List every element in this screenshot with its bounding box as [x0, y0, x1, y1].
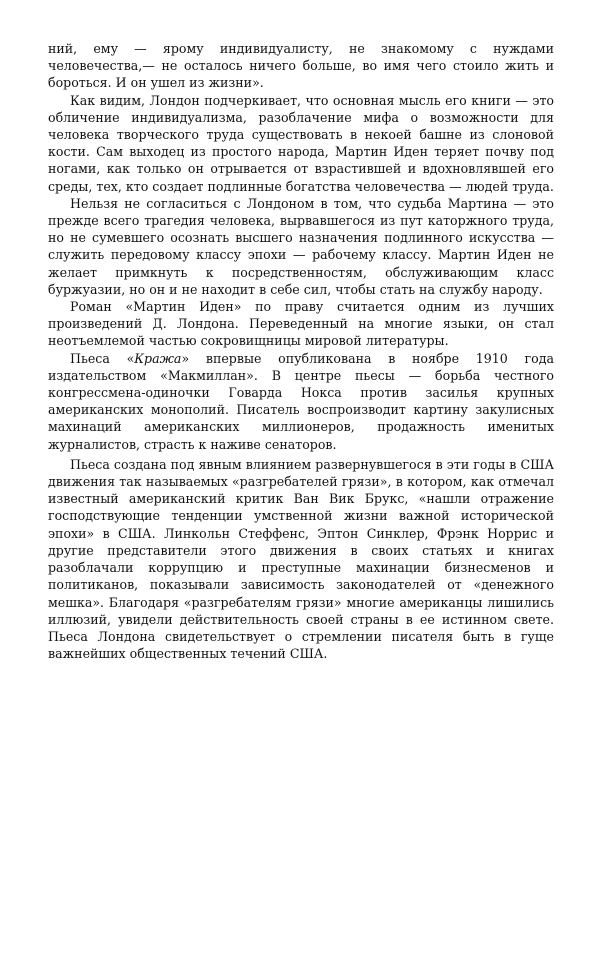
- paragraph-1: ний, ему — ярому индивидуалисту, не знакомому с нуждами человечества,— не осталось ничего больше, во имя чего стоило жить и бороться. И он ушел из жизни».: [48, 41, 554, 91]
- paragraph-6: Пьеса создана под явным влиянием развернувшегося в эти годы в США движения так называемых «разгребателей грязи», в котором, как отмечал известный американский критик Ван Вик Брукс, «нашли отражение господствующие тенденции умственной жизни важной исторической эпохи» в США. Линкольн Стеффенс, Эптон Синклер, Фрэнк Норрис и другие представители этого движения в своих статьях и книгах разоблачали коррупцию и преступные махинации бизнесменов и политиканов, показывали зависимость законодателей от «денежного мешка». Благодаря «разгребателям грязи» многие американцы лишились иллюзий, увидели действительность своей страны в ее истинном свете. Пьеса Лондона свидетельствует о стремлении писателя быть в гуще важнейших общественных течений США.: [48, 456, 554, 662]
- paragraph-3: Нельзя не согласиться с Лондоном в том, что судьба Мартина — это прежде всего трагедия человека, вырвавшегося из пут каторжного труда, но не сумевшего осознать высшего назначения подлинного искусства — служить передовому классу эпохи — рабочему классу. Мартин Иден не желает примкнуть к посредственностям, обслуживающим класс буржуазии, но он и не находит в себе сил, чтобы стать на службу народу.: [48, 195, 554, 297]
- paragraph-4: Роман «Мартин Иден» по праву считается одним из лучших произведений Д. Лондона. Переведенный на многие языки, он стал неотъемлемой частью сокровищницы мировой литературы.: [48, 299, 554, 349]
- paragraph-5-start: Пьеса «: [70, 350, 135, 366]
- paragraph-5-rest: » впервые опубликована в ноябре 1910 года издательством «Макмиллан». В центре пьесы — борьба честного конгрессмена-одиночки Говарда Нокса против засилья крупных американских монополий. Писатель воспроизводит картину закулисных махинаций американских миллионеров, продажность именитых журналистов, страсть к наживе сенаторов.: [48, 350, 554, 452]
- play-title-emphasis: Кража: [134, 350, 182, 366]
- page-body: [48, 40, 554, 662]
- paragraph-2: Как видим, Лондон подчеркивает, что основная мысль его книги — это обличение индивидуализма, разоблачение мифа о возможности для человека творческого труда существовать в некоей башне из слоновой кости. Сам выходец из простого народа, Мартин Иден теряет почву под ногами, как только он отрывается от взрастившей и вдохновлявшей его среды, тех, кто создает подлинные богатства человечества — людей труда.: [48, 92, 554, 194]
- paragraph-5: [48, 350, 554, 453]
